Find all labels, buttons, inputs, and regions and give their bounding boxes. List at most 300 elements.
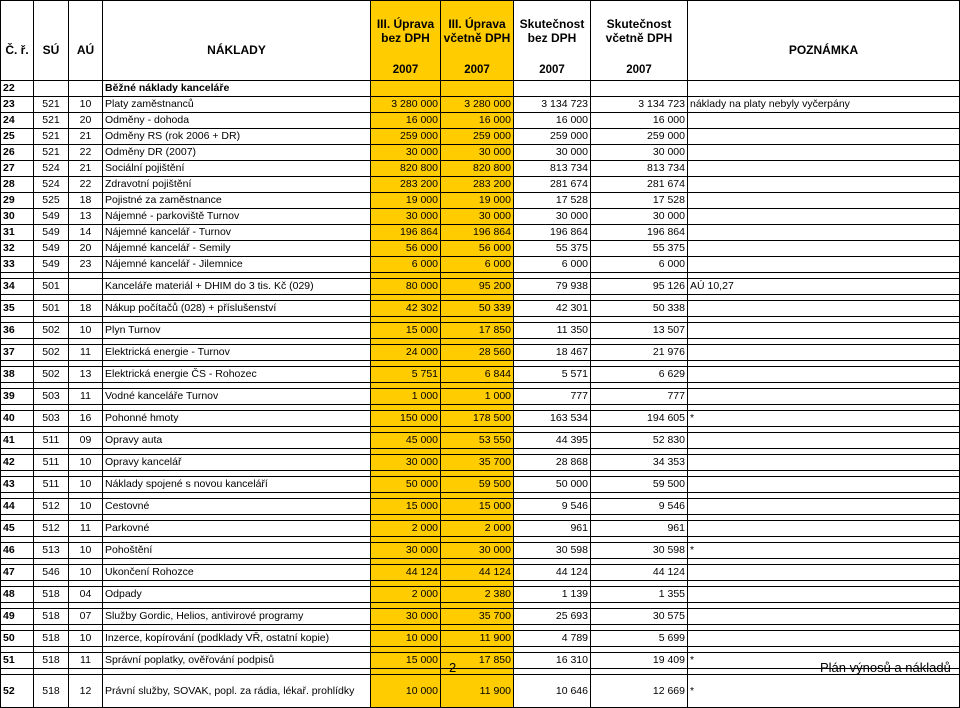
su-cell: 502: [34, 367, 69, 383]
skut-vcetne-value: 59 500: [591, 477, 688, 493]
su-cell: 512: [34, 499, 69, 515]
table-row: [1, 653, 960, 669]
row-number: 38: [1, 367, 34, 383]
au-cell: 11: [69, 345, 103, 361]
su-cell: 501: [34, 279, 69, 295]
uprava-bez-value: 80 000: [371, 279, 441, 295]
row-number: 44: [1, 499, 34, 515]
su-cell: 549: [34, 209, 69, 225]
header-naklady: NÁKLADY: [103, 1, 371, 61]
empty-cell: [441, 81, 514, 97]
cost-name: Nájemné kancelář - Semily: [103, 241, 371, 257]
cost-name: Pohoštění: [103, 543, 371, 559]
uprava-vcetne-value: 50 339: [441, 301, 514, 317]
table-row: [1, 565, 960, 581]
skut-bez-value: 16 000: [514, 113, 591, 129]
uprava-vcetne-value: 3 280 000: [441, 97, 514, 113]
skut-bez-value: 79 938: [514, 279, 591, 295]
note-cell: [688, 193, 960, 209]
uprava-vcetne-value: 2 000: [441, 521, 514, 537]
header-skut-vcetne: Skutečnost včetně DPH: [591, 1, 688, 61]
uprava-vcetne-value: 35 700: [441, 455, 514, 471]
skut-bez-value: 16 310: [514, 653, 591, 669]
header-skut-bez: Skutečnost bez DPH: [514, 1, 591, 61]
section-row: [1, 81, 960, 97]
years-row: [1, 61, 960, 81]
uprava-vcetne-value: 259 000: [441, 129, 514, 145]
row-number: 27: [1, 161, 34, 177]
au-cell: 10: [69, 323, 103, 339]
year-empty: [103, 61, 371, 81]
table-row: [1, 323, 960, 339]
cost-name: Ukončení Rohozce: [103, 565, 371, 581]
skut-bez-value: 17 528: [514, 193, 591, 209]
uprava-bez-value: 259 000: [371, 129, 441, 145]
uprava-bez-value: 45 000: [371, 433, 441, 449]
note-cell: AÚ 10,27: [688, 279, 960, 295]
section-title: Běžné náklady kanceláře: [103, 81, 371, 97]
header-cr: Č. ř.: [1, 1, 34, 61]
note-cell: [688, 609, 960, 625]
note-cell: [688, 631, 960, 647]
uprava-bez-value: 196 864: [371, 225, 441, 241]
su-cell: 512: [34, 521, 69, 537]
page-number: 2: [449, 660, 457, 675]
su-cell: 518: [34, 587, 69, 603]
row-number: 41: [1, 433, 34, 449]
au-cell: 04: [69, 587, 103, 603]
note-cell: [688, 565, 960, 581]
su-cell: 521: [34, 113, 69, 129]
uprava-bez-value: 42 302: [371, 301, 441, 317]
uprava-bez-value: 19 000: [371, 193, 441, 209]
uprava-vcetne-value: 1 000: [441, 389, 514, 405]
uprava-bez-value: 15 000: [371, 653, 441, 669]
au-cell: 10: [69, 565, 103, 581]
row-number: 39: [1, 389, 34, 405]
skut-bez-value: 30 000: [514, 145, 591, 161]
uprava-vcetne-value: 17 850: [441, 653, 514, 669]
skut-bez-value: 55 375: [514, 241, 591, 257]
au-cell: 23: [69, 257, 103, 273]
skut-vcetne-value: 50 338: [591, 301, 688, 317]
uprava-vcetne-value: 11 900: [441, 631, 514, 647]
cost-name: Cestovné: [103, 499, 371, 515]
uprava-bez-value: 30 000: [371, 209, 441, 225]
year-4: 2007: [591, 61, 688, 81]
cost-name: Elektrická energie ČS - Rohozec: [103, 367, 371, 383]
uprava-vcetne-value: 283 200: [441, 177, 514, 193]
skut-vcetne-value: 55 375: [591, 241, 688, 257]
note-cell: [688, 345, 960, 361]
au-cell: 10: [69, 543, 103, 559]
table-row: [1, 257, 960, 273]
header-row: [1, 1, 960, 61]
skut-vcetne-value: 196 864: [591, 225, 688, 241]
skut-bez-value: 30 598: [514, 543, 591, 559]
cost-name: Odpady: [103, 587, 371, 603]
empty-cell: [69, 81, 103, 97]
row-number: 49: [1, 609, 34, 625]
note-cell: [688, 177, 960, 193]
skut-bez-value: 50 000: [514, 477, 591, 493]
skut-vcetne-value: 44 124: [591, 565, 688, 581]
skut-bez-value: 11 350: [514, 323, 591, 339]
cost-name: Odměny - dohoda: [103, 113, 371, 129]
cost-name: Správní poplatky, ověřování podpisů: [103, 653, 371, 669]
table-row: [1, 209, 960, 225]
table-row: [1, 499, 960, 515]
note-cell: náklady na platy nebyly vyčerpány: [688, 97, 960, 113]
row-number: 51: [1, 653, 34, 669]
uprava-vcetne-value: 178 500: [441, 411, 514, 427]
uprava-bez-value: 50 000: [371, 477, 441, 493]
uprava-vcetne-value: 6 844: [441, 367, 514, 383]
au-cell: 10: [69, 477, 103, 493]
uprava-bez-value: 1 000: [371, 389, 441, 405]
note-cell: *: [688, 653, 960, 669]
note-cell: [688, 241, 960, 257]
uprava-bez-value: 3 280 000: [371, 97, 441, 113]
au-cell: 11: [69, 653, 103, 669]
table-row: [1, 367, 960, 383]
uprava-bez-value: 15 000: [371, 323, 441, 339]
uprava-bez-value: 30 000: [371, 455, 441, 471]
cost-name: Platy zaměstnanců: [103, 97, 371, 113]
uprava-vcetne-value: 19 000: [441, 193, 514, 209]
year-empty: [69, 61, 103, 81]
cost-name: Opravy auta: [103, 433, 371, 449]
su-cell: 521: [34, 145, 69, 161]
skut-vcetne-value: 259 000: [591, 129, 688, 145]
skut-vcetne-value: 12 669: [591, 675, 688, 708]
table-row: [1, 113, 960, 129]
skut-bez-value: 3 134 723: [514, 97, 591, 113]
table-row: [1, 477, 960, 493]
note-cell: [688, 521, 960, 537]
uprava-vcetne-value: 59 500: [441, 477, 514, 493]
su-cell: 502: [34, 345, 69, 361]
au-cell: 11: [69, 389, 103, 405]
cost-name: Služby Gordic, Helios, antivirové programy: [103, 609, 371, 625]
cost-name: Opravy kancelář: [103, 455, 371, 471]
uprava-vcetne-value: 53 550: [441, 433, 514, 449]
uprava-vcetne-value: 30 000: [441, 543, 514, 559]
uprava-vcetne-value: 196 864: [441, 225, 514, 241]
skut-bez-value: 9 546: [514, 499, 591, 515]
au-cell: 14: [69, 225, 103, 241]
row-number: 37: [1, 345, 34, 361]
au-cell: 12: [69, 675, 103, 708]
skut-bez-value: 44 395: [514, 433, 591, 449]
uprava-bez-value: 150 000: [371, 411, 441, 427]
skut-vcetne-value: 30 000: [591, 145, 688, 161]
table-row: [1, 225, 960, 241]
au-cell: 20: [69, 241, 103, 257]
skut-bez-value: 28 868: [514, 455, 591, 471]
skut-bez-value: 777: [514, 389, 591, 405]
table-row: [1, 455, 960, 471]
skut-bez-value: 25 693: [514, 609, 591, 625]
note-cell: [688, 113, 960, 129]
row-number: 45: [1, 521, 34, 537]
note-cell: [688, 209, 960, 225]
row-number: 23: [1, 97, 34, 113]
au-cell: 10: [69, 499, 103, 515]
skut-vcetne-value: 813 734: [591, 161, 688, 177]
uprava-bez-value: 30 000: [371, 543, 441, 559]
skut-vcetne-value: 16 000: [591, 113, 688, 129]
year-empty: [688, 61, 960, 81]
cost-name: Vodné kanceláře Turnov: [103, 389, 371, 405]
skut-vcetne-value: 281 674: [591, 177, 688, 193]
skut-bez-value: 961: [514, 521, 591, 537]
header-au: AÚ: [69, 1, 103, 61]
empty-cell: [591, 81, 688, 97]
skut-bez-value: 6 000: [514, 257, 591, 273]
note-cell: [688, 389, 960, 405]
skut-bez-value: 813 734: [514, 161, 591, 177]
skut-bez-value: 44 124: [514, 565, 591, 581]
uprava-vcetne-value: 15 000: [441, 499, 514, 515]
su-cell: 502: [34, 323, 69, 339]
table-row: [1, 521, 960, 537]
cost-name: Plyn Turnov: [103, 323, 371, 339]
row-number: 24: [1, 113, 34, 129]
skut-vcetne-value: 30 000: [591, 209, 688, 225]
uprava-vcetne-value: 28 560: [441, 345, 514, 361]
uprava-bez-value: 820 800: [371, 161, 441, 177]
header-poznamka: POZNÁMKA: [688, 1, 960, 61]
skut-vcetne-value: 194 605: [591, 411, 688, 427]
skut-vcetne-value: 9 546: [591, 499, 688, 515]
uprava-bez-value: 44 124: [371, 565, 441, 581]
skut-vcetne-value: 52 830: [591, 433, 688, 449]
uprava-bez-value: 30 000: [371, 609, 441, 625]
table-row: [1, 129, 960, 145]
su-cell: 511: [34, 455, 69, 471]
skut-bez-value: 259 000: [514, 129, 591, 145]
cost-name: Odměny DR (2007): [103, 145, 371, 161]
year-1: 2007: [371, 61, 441, 81]
uprava-vcetne-value: 820 800: [441, 161, 514, 177]
au-cell: 09: [69, 433, 103, 449]
cost-name: Parkovné: [103, 521, 371, 537]
uprava-vcetne-value: 56 000: [441, 241, 514, 257]
su-cell: 521: [34, 97, 69, 113]
skut-bez-value: 10 646: [514, 675, 591, 708]
row-number: 30: [1, 209, 34, 225]
su-cell: 511: [34, 477, 69, 493]
cost-name: Nájemné - parkoviště Turnov: [103, 209, 371, 225]
cost-name: Sociální pojištění: [103, 161, 371, 177]
row-number: 33: [1, 257, 34, 273]
table-row: [1, 345, 960, 361]
uprava-bez-value: 10 000: [371, 675, 441, 708]
note-cell: [688, 301, 960, 317]
row-number: 26: [1, 145, 34, 161]
skut-bez-value: 30 000: [514, 209, 591, 225]
su-cell: 521: [34, 129, 69, 145]
table-row: [1, 145, 960, 161]
empty-cell: [514, 81, 591, 97]
skut-bez-value: 281 674: [514, 177, 591, 193]
au-cell: 22: [69, 145, 103, 161]
skut-vcetne-value: 6 629: [591, 367, 688, 383]
table-row: [1, 301, 960, 317]
year-empty: [1, 61, 34, 81]
table-row: [1, 609, 960, 625]
note-cell: [688, 257, 960, 273]
au-cell: 13: [69, 367, 103, 383]
cost-name: Pohonné hmoty: [103, 411, 371, 427]
uprava-bez-value: 2 000: [371, 521, 441, 537]
note-cell: *: [688, 543, 960, 559]
cost-name: Nájemné kancelář - Jilemnice: [103, 257, 371, 273]
note-cell: [688, 499, 960, 515]
su-cell: 546: [34, 565, 69, 581]
row-number: 31: [1, 225, 34, 241]
su-cell: 518: [34, 631, 69, 647]
au-cell: 10: [69, 455, 103, 471]
row-number: 28: [1, 177, 34, 193]
skut-vcetne-value: 5 699: [591, 631, 688, 647]
au-cell: 18: [69, 193, 103, 209]
year-3: 2007: [514, 61, 591, 81]
uprava-vcetne-value: 30 000: [441, 145, 514, 161]
skut-vcetne-value: 1 355: [591, 587, 688, 603]
table-row: [1, 279, 960, 295]
cost-name: Náklady spojené s novou kanceláří: [103, 477, 371, 493]
au-cell: 11: [69, 521, 103, 537]
su-cell: 549: [34, 257, 69, 273]
skut-vcetne-value: 777: [591, 389, 688, 405]
uprava-vcetne-value: 2 380: [441, 587, 514, 603]
header-su: SÚ: [34, 1, 69, 61]
note-cell: [688, 129, 960, 145]
skut-vcetne-value: 19 409: [591, 653, 688, 669]
su-cell: 525: [34, 193, 69, 209]
row-number: 36: [1, 323, 34, 339]
au-cell: 13: [69, 209, 103, 225]
uprava-bez-value: 16 000: [371, 113, 441, 129]
uprava-bez-value: 2 000: [371, 587, 441, 603]
au-cell: 10: [69, 631, 103, 647]
row-number: 32: [1, 241, 34, 257]
row-number: 52: [1, 675, 34, 708]
uprava-vcetne-value: 16 000: [441, 113, 514, 129]
cost-name: Nájemné kancelář - Turnov: [103, 225, 371, 241]
note-cell: *: [688, 411, 960, 427]
note-cell: [688, 477, 960, 493]
empty-cell: [688, 81, 960, 97]
uprava-bez-value: 24 000: [371, 345, 441, 361]
uprava-bez-value: 283 200: [371, 177, 441, 193]
au-cell: 20: [69, 113, 103, 129]
uprava-vcetne-value: 44 124: [441, 565, 514, 581]
row-number: 25: [1, 129, 34, 145]
note-cell: [688, 161, 960, 177]
cost-name: Právní služby, SOVAK, popl. za rádia, lékař. prohlídky: [103, 675, 371, 708]
row-number: 43: [1, 477, 34, 493]
note-cell: [688, 367, 960, 383]
table-row: [1, 411, 960, 427]
su-cell: 513: [34, 543, 69, 559]
cost-name: Pojistné za zaměstnance: [103, 193, 371, 209]
su-cell: 524: [34, 161, 69, 177]
uprava-bez-value: 10 000: [371, 631, 441, 647]
skut-vcetne-value: 34 353: [591, 455, 688, 471]
cost-name: Odměny RS (rok 2006 + DR): [103, 129, 371, 145]
table-row: [1, 241, 960, 257]
su-cell: 503: [34, 411, 69, 427]
cost-name: Kanceláře materiál + DHIM do 3 tis. Kč (029): [103, 279, 371, 295]
row-number: 42: [1, 455, 34, 471]
uprava-vcetne-value: 95 200: [441, 279, 514, 295]
note-cell: [688, 225, 960, 241]
row-number: 47: [1, 565, 34, 581]
uprava-vcetne-value: 17 850: [441, 323, 514, 339]
year-2: 2007: [441, 61, 514, 81]
au-cell: 18: [69, 301, 103, 317]
skut-bez-value: 18 467: [514, 345, 591, 361]
au-cell: 07: [69, 609, 103, 625]
year-empty: [34, 61, 69, 81]
empty-cell: [371, 81, 441, 97]
su-cell: 511: [34, 433, 69, 449]
su-cell: 518: [34, 609, 69, 625]
uprava-bez-value: 5 751: [371, 367, 441, 383]
au-cell: 10: [69, 97, 103, 113]
skut-vcetne-value: 95 126: [591, 279, 688, 295]
section-row-number: 22: [1, 81, 34, 97]
skut-bez-value: 5 571: [514, 367, 591, 383]
note-cell: [688, 433, 960, 449]
su-cell: 524: [34, 177, 69, 193]
skut-bez-value: 4 789: [514, 631, 591, 647]
skut-bez-value: 1 139: [514, 587, 591, 603]
cost-name: Nákup počítačů (028) + příslušenství: [103, 301, 371, 317]
skut-vcetne-value: 6 000: [591, 257, 688, 273]
footer-title: Plán výnosů a nákladů: [820, 660, 951, 675]
note-cell: [688, 323, 960, 339]
table-row: [1, 177, 960, 193]
table-row: [1, 389, 960, 405]
header-uprava-bez: III. Úprava bez DPH: [371, 1, 441, 61]
table-row: [1, 193, 960, 209]
table-row: [1, 433, 960, 449]
table-row: [1, 543, 960, 559]
header-uprava-vcetne: III. Úprava včetně DPH: [441, 1, 514, 61]
uprava-vcetne-value: 6 000: [441, 257, 514, 273]
au-cell: 16: [69, 411, 103, 427]
au-cell: 22: [69, 177, 103, 193]
uprava-vcetne-value: 11 900: [441, 675, 514, 708]
table-row: [1, 631, 960, 647]
su-cell: 549: [34, 241, 69, 257]
su-cell: 501: [34, 301, 69, 317]
row-number: 29: [1, 193, 34, 209]
su-cell: 503: [34, 389, 69, 405]
row-number: 34: [1, 279, 34, 295]
skut-vcetne-value: 961: [591, 521, 688, 537]
uprava-bez-value: 56 000: [371, 241, 441, 257]
note-cell: *: [688, 675, 960, 708]
skut-bez-value: 163 534: [514, 411, 591, 427]
au-cell: [69, 279, 103, 295]
uprava-bez-value: 15 000: [371, 499, 441, 515]
row-number: 35: [1, 301, 34, 317]
